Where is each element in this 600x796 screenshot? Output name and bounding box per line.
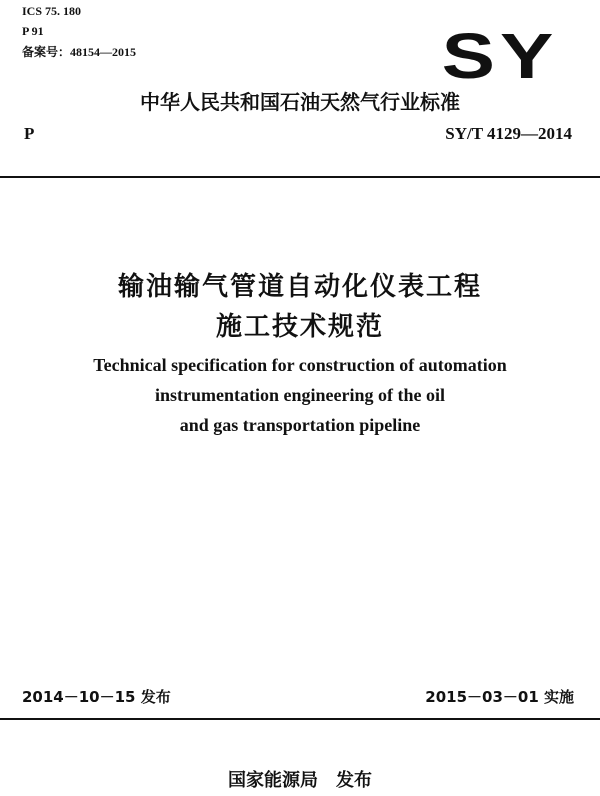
sy-logo: SY — [441, 20, 558, 92]
issuing-authority: 国家能源局 发布 — [228, 770, 372, 791]
organization-title: 中华人民共和国石油天然气行业标准 — [140, 90, 460, 114]
title-en-line3: and gas transportation pipeline — [179, 415, 421, 435]
class-code: P 91 — [22, 24, 44, 38]
title-zh-line1: 输油输气管道自动化仪表工程 — [117, 272, 482, 302]
title-en-line2: instrumentation engineering of the oil — [155, 385, 445, 405]
ics-code: ICS 75. 180 — [22, 4, 82, 18]
title-zh-line2: 施工技术规范 — [215, 312, 384, 342]
title-en-line1: Technical specification for construction of automation — [93, 355, 507, 375]
issue-date: 2014－10－15 发布 — [22, 688, 171, 706]
record-number: 备案号：48154—2015 — [22, 45, 137, 59]
effective-date: 2015－03－01 实施 — [425, 688, 574, 706]
standard-number: SY/T 4129—2014 — [445, 124, 572, 143]
top-divider — [0, 176, 600, 178]
category-code: P — [24, 124, 35, 143]
bottom-divider — [0, 718, 600, 720]
